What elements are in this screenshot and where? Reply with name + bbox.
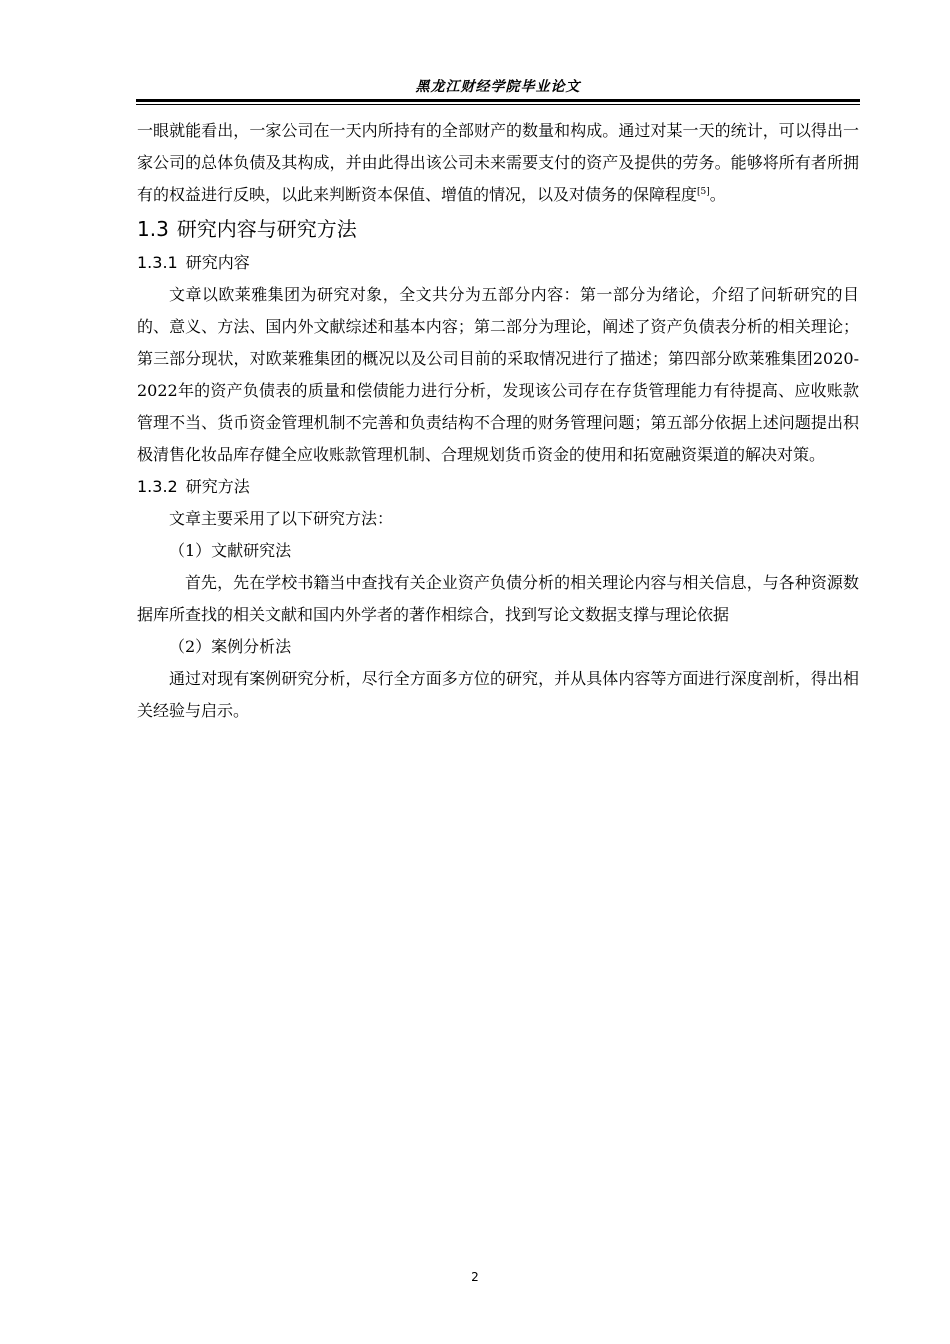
subsection-number: 1.3.1	[137, 253, 178, 272]
header-rule-thin	[136, 104, 860, 105]
paragraph-intro-text: 一眼就能看出，一家公司在一天内所持有的全部财产的数量和构成。通过对某一天的统计，可以得出一家公司的总体负债及其构成，并由此得出该公司未来需要支付的资产及提供的劳务。能够将所有者所拥有的权益进行反映，以此来判断资本保值、增值的情况，以及对债务的保障程度	[137, 121, 859, 204]
paragraph-method-1: 首先，先在学校书籍当中查找有关企业资产负债分析的相关理论内容与相关信息，与各种资源数据库所查找的相关文献和国内外学者的著作相综合，找到写论文数据支撑与理论依据	[137, 573, 859, 624]
subsection-number: 1.3.2	[137, 477, 178, 496]
paragraph-intro	[137, 115, 859, 211]
paragraph-method-2: 通过对现有案例研究分析，尽行全方面多方位的研究，并从具体内容等方面进行深度剖析，得出相关经验与启示。	[137, 669, 859, 720]
page-number: 2	[471, 1270, 479, 1284]
paragraph-intro-end: 。	[709, 185, 726, 204]
paragraph-methods-intro: 文章主要采用了以下研究方法：	[169, 509, 394, 528]
subsection-title: 研究内容	[185, 253, 250, 272]
body-content	[137, 115, 859, 727]
section-number: 1.3	[137, 217, 169, 241]
citation-ref: [5]	[697, 187, 710, 197]
subsection-title: 研究方法	[185, 477, 250, 496]
method-2-label: （2）案例分析法	[169, 637, 292, 656]
section-title: 研究内容与研究方法	[176, 217, 357, 241]
running-header: 黑龙江财经学院毕业论文	[415, 79, 581, 95]
header-rule-thick	[136, 99, 860, 102]
method-1-label: （1）文献研究法	[169, 541, 292, 560]
paragraph-research-content: 文章以欧莱雅集团为研究对象，全文共分为五部分内容：第一部分为绪论，介绍了问斩研究的目的、意义、方法、国内外文献综述和基本内容；第二部分为理论，阐述了资产负债表分析的相关理论；第三部分现状，对欧莱雅集团的概况以及公司目前的采取情况进行了描述；第四部分欧莱雅集团2020-2022年的资产负债表的质量和偿债能力进行分析，发现该公司存在存货管理能力有待提高、应收账款管理不当、货币资金管理机制不完善和负责结构不合理的财务管理问题；第五部分依据上述问题提出积极清售化妆品库存健全应收账款管理机制、合理规划货币资金的使用和拓宽融资渠道的解决对策。	[137, 285, 859, 464]
section-heading-1-3	[137, 211, 859, 247]
subsection-heading-1-3-1	[137, 247, 859, 279]
subsection-heading-1-3-2	[137, 471, 859, 503]
